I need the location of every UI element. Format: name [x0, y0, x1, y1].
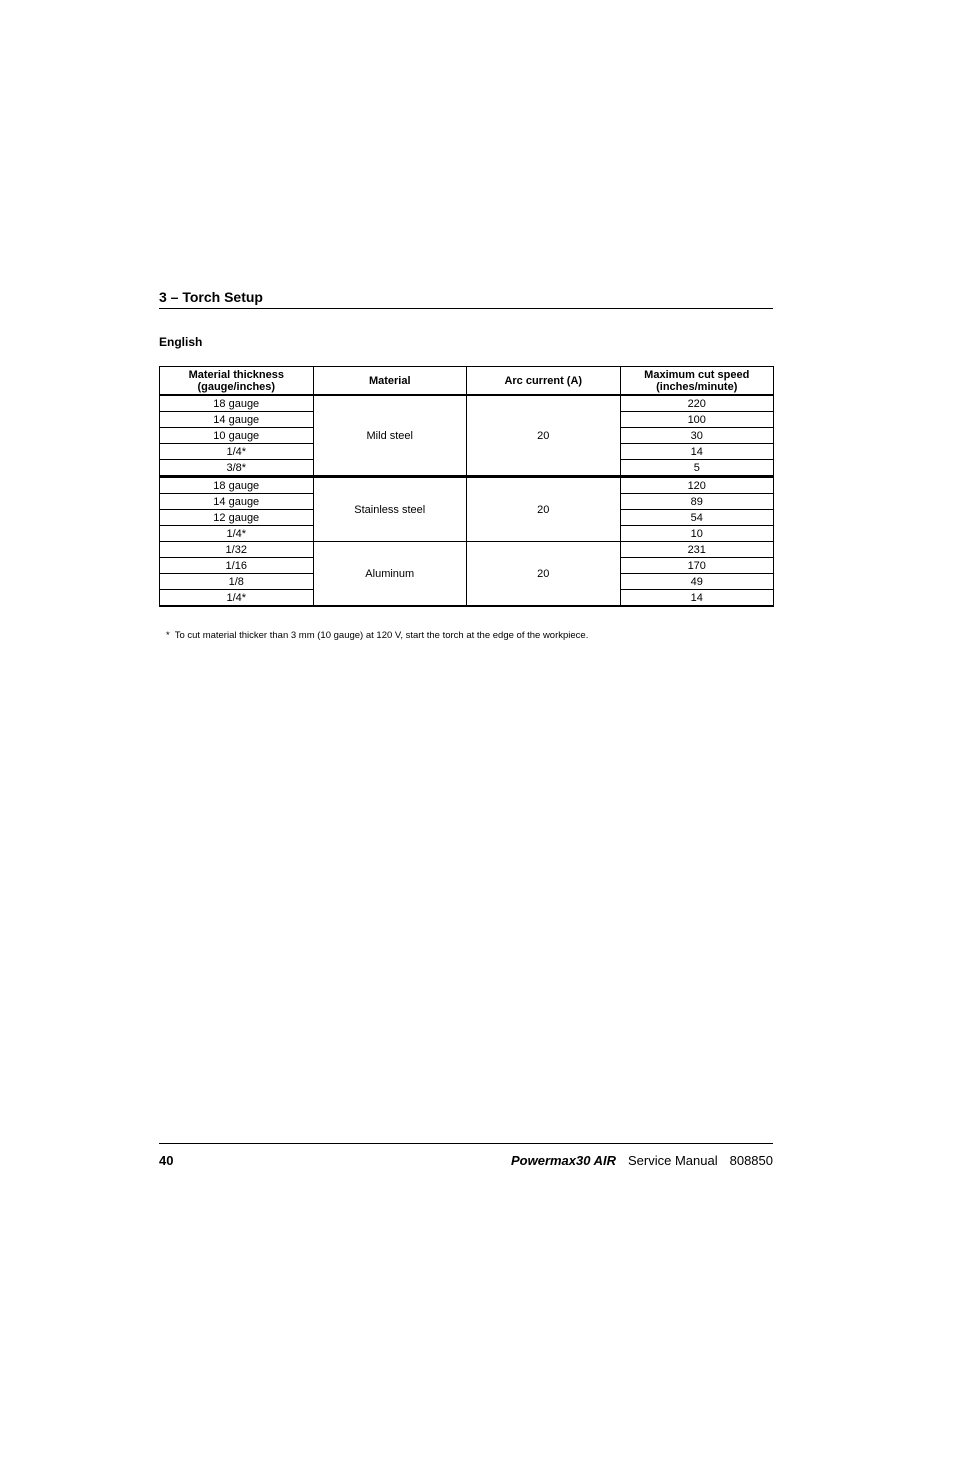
- speed-cell: 89: [620, 494, 774, 510]
- column-header-arc-current-label: Arc current (A): [504, 374, 583, 387]
- table-footnote: [166, 630, 588, 642]
- thickness-cell: 18 gauge: [160, 477, 314, 494]
- thickness-cell: 3/8*: [160, 460, 314, 477]
- material-cell-mild-steel: Mild steel: [313, 395, 467, 477]
- page-number: 40: [159, 1153, 174, 1168]
- product-name: Powermax30 AIR: [510, 1153, 616, 1168]
- footnote-text: To cut material thicker than 3 mm (10 gauge) at 120 V, start the torch at the edge of the workpiece.: [174, 630, 589, 641]
- table-subheading: English: [159, 335, 203, 349]
- thickness-cell: 18 gauge: [160, 395, 314, 412]
- thickness-cell: 10 gauge: [160, 428, 314, 444]
- table-row: [160, 477, 774, 494]
- thickness-cell: 1/4*: [160, 590, 314, 607]
- page-footer: [159, 1143, 773, 1168]
- column-header-thickness: [160, 367, 314, 396]
- document-type: Service Manual: [628, 1153, 718, 1168]
- speed-cell: 120: [620, 477, 774, 494]
- column-header-material: [313, 367, 467, 396]
- arc-current-cell: 20: [467, 395, 621, 477]
- speed-cell: 14: [620, 444, 774, 460]
- thickness-cell: 1/4*: [160, 526, 314, 542]
- column-header-arc-current: [467, 367, 621, 396]
- speed-cell: 231: [620, 542, 774, 558]
- speed-cell: 49: [620, 574, 774, 590]
- speed-cell: 170: [620, 558, 774, 574]
- speed-cell: 5: [620, 460, 774, 477]
- thickness-cell: 1/32: [160, 542, 314, 558]
- column-header-material-label: Material: [368, 374, 411, 387]
- document-number: 808850: [729, 1153, 773, 1168]
- column-header-cut-speed-label: Maximum cut speed (inches/minute): [644, 368, 750, 393]
- table-row: [160, 395, 774, 412]
- arc-current-cell: 20: [467, 542, 621, 607]
- material-cell-stainless-steel: Stainless steel: [313, 477, 467, 542]
- thickness-cell: 14 gauge: [160, 494, 314, 510]
- table-row: [160, 542, 774, 558]
- table-header-row: [160, 367, 774, 396]
- speed-cell: 14: [620, 590, 774, 607]
- column-header-thickness-label: Material thickness (gauge/inches): [188, 368, 284, 393]
- thickness-cell: 1/8: [160, 574, 314, 590]
- material-cell-aluminum: Aluminum: [313, 542, 467, 607]
- cut-speed-table: [159, 366, 774, 607]
- thickness-cell: 1/16: [160, 558, 314, 574]
- speed-cell: 30: [620, 428, 774, 444]
- thickness-cell: 14 gauge: [160, 412, 314, 428]
- column-header-cut-speed: [620, 367, 774, 396]
- speed-cell: 54: [620, 510, 774, 526]
- footnote-marker: *: [166, 630, 170, 641]
- speed-cell: 10: [620, 526, 774, 542]
- speed-cell: 100: [620, 412, 774, 428]
- footer-document-info: [511, 1152, 773, 1170]
- section-title: 3 – Torch Setup: [159, 287, 773, 309]
- thickness-cell: 12 gauge: [160, 510, 314, 526]
- speed-cell: 220: [620, 395, 774, 412]
- thickness-cell: 1/4*: [160, 444, 314, 460]
- arc-current-cell: 20: [467, 477, 621, 542]
